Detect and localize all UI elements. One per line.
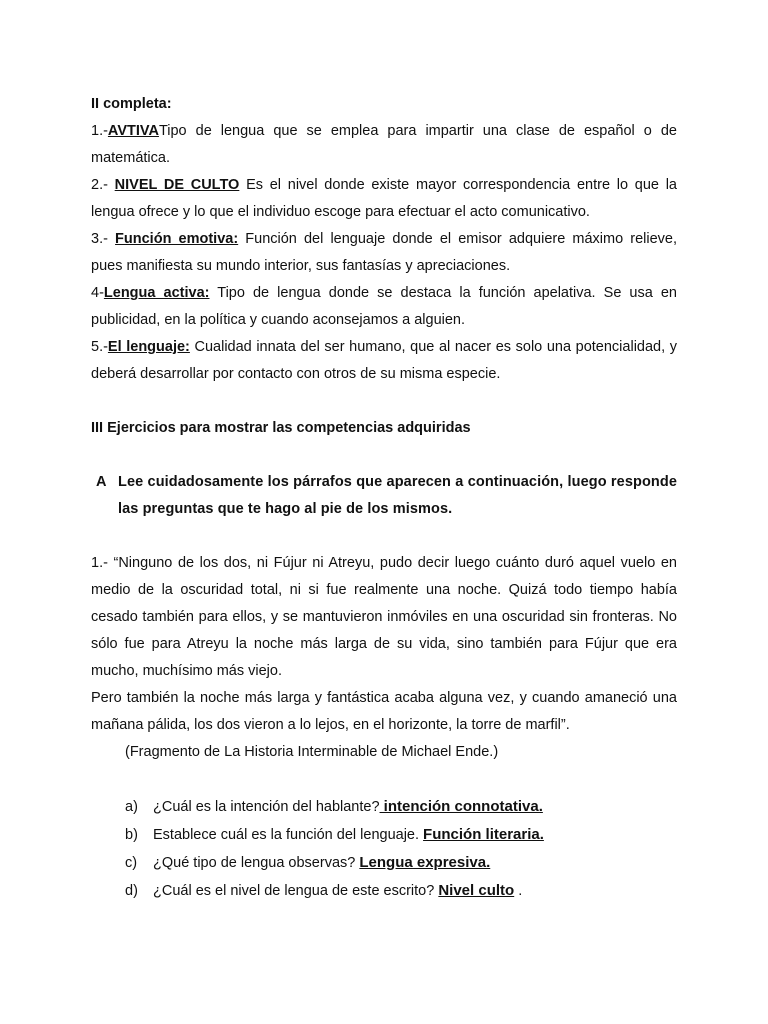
item-1 (91, 118, 677, 172)
part-a-text: Lee cuidadosamente los párrafos que aparecen a continuación, luego responde las preguntas que te hago al pie de los mismos. (118, 474, 677, 517)
item-key: AVTIVA (107, 123, 159, 139)
question-label: d) (125, 883, 138, 899)
question-label: b) (125, 827, 138, 843)
question-trailing-text: . (514, 883, 523, 899)
item-2 (91, 172, 677, 226)
passage-paragraph-2: Pero también la noche más larga y fantástica acaba alguna vez, y cuando amaneció una mañana pálida, los dos vieron a lo lejos, en el horizonte, la torre de marfil”. (91, 690, 677, 733)
question-text: ¿Cuál es el nivel de lengua de este escrito? (153, 883, 439, 899)
spacer (91, 523, 677, 550)
item-number: 3.- (91, 231, 116, 247)
item-5 (91, 334, 677, 388)
answer-text: intención connotativa. (379, 798, 543, 815)
question-line (147, 877, 677, 905)
question-line (147, 849, 677, 877)
part-a-label: A (96, 474, 107, 490)
item-number: 5.- (91, 339, 108, 355)
item-number: 2.- (91, 177, 115, 193)
item-number: 1.- (91, 123, 108, 139)
question-b (91, 821, 677, 849)
question-text: ¿Qué tipo de lengua observas? (153, 855, 360, 871)
item-text: Función del lenguaje donde el emisor adquiere máximo relieve, pues manifiesta su mundo interior, sus fantasías y apreciaciones. (91, 231, 677, 274)
item-text: Cualidad innata del ser humano, que al nacer es solo una potencialidad, y deberá desarrollar por contacto con otros de su misma especie. (91, 339, 677, 382)
section-iii-title: III Ejercicios para mostrar las competencias adquiridas (91, 420, 471, 436)
question-d (91, 877, 677, 905)
question-line (147, 793, 677, 821)
question-list (91, 793, 677, 905)
question-line (147, 821, 677, 849)
item-text: Tipo de lengua que se emplea para impartir una clase de español o de matemática. (91, 123, 677, 166)
spacer (91, 442, 677, 469)
section-ii-title: II completa: (91, 96, 172, 112)
spacer (91, 388, 677, 415)
passage-paragraph-1: 1.- “Ninguno de los dos, ni Fújur ni Atreyu, pudo decir luego cuánto duró aquel vuelo en medio de la oscuridad total, ni si fue realmente una noche. Quizá todo tiempo había cesado también para ellos, y se mantuvieron inmóviles en una oscuridad sin fronteras. No sólo fue para Atreyu la noche más larga de su vida, sino también para Fújur que era mucho, muchísimo más viejo. (91, 555, 677, 679)
item-key: Lengua activa: (103, 285, 210, 301)
item-text: Es el nivel donde existe mayor correspondencia entre lo que la lengua ofrece y lo que el individuo escoge para efectuar el acto comunicativo. (91, 177, 677, 220)
item-number: 4- (91, 285, 104, 301)
question-label: a) (125, 799, 138, 815)
answer-text: Nivel culto (438, 882, 515, 899)
item-key: NIVEL DE CULTO (114, 177, 240, 193)
question-text: Establece cuál es la función del lenguaje. (153, 827, 424, 843)
item-text: Tipo de lengua donde se destaca la función apelativa. Se usa en publicidad, en la política y cuando aconsejamos a alguien. (91, 285, 677, 328)
answer-text: Función literaria. (423, 826, 544, 843)
passage-source: (Fragmento de La Historia Interminable de Michael Ende.) (125, 744, 499, 760)
item-3 (91, 226, 677, 280)
item-key: Función emotiva: (115, 231, 239, 247)
part-a-instruction (91, 469, 677, 523)
item-key: El lenguaje: (107, 339, 190, 355)
question-a (91, 793, 677, 821)
answer-text: Lengua expresiva. (359, 854, 491, 871)
question-text: ¿Cuál es la intención del hablante? (153, 799, 380, 815)
question-c (91, 849, 677, 877)
document-page (91, 91, 677, 905)
item-4 (91, 280, 677, 334)
question-label: c) (125, 855, 138, 871)
